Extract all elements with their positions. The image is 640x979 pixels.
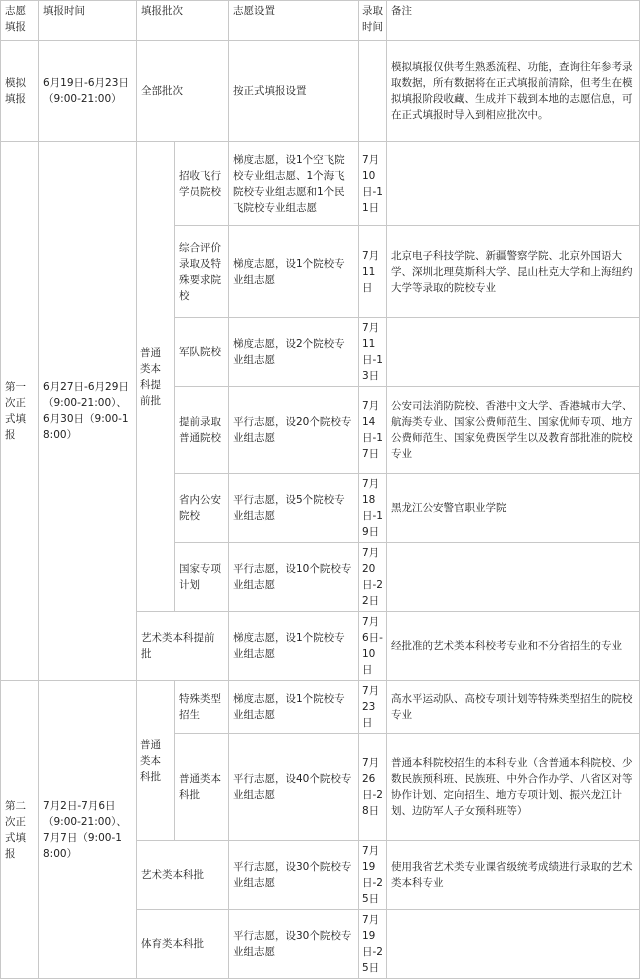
time-first: 6月27日-6月29日（9:00-21:00）、6月30日（9:00-18:00） [39, 142, 137, 681]
setting: 平行志愿，设5个院校专业组志愿 [229, 474, 359, 543]
note [387, 318, 640, 387]
subbatch: 省内公安院校 [175, 474, 229, 543]
stage-first: 第一次正式填报 [1, 142, 39, 681]
admission-mock [359, 41, 387, 142]
setting: 平行志愿，设30个院校专业组志愿 [229, 841, 359, 910]
admission-time: 7月19日-25日 [359, 910, 387, 979]
setting: 梯度志愿，设1个院校专业组志愿 [229, 226, 359, 318]
stage-mock: 模拟填报 [1, 41, 39, 142]
setting: 梯度志愿，设1个院校专业组志愿 [229, 681, 359, 734]
note: 高水平运动队、高校专项计划等特殊类型招生的院校专业 [387, 681, 640, 734]
header-setting: 志愿设置 [229, 1, 359, 41]
admission-time: 7月6日-10日 [359, 612, 387, 681]
note: 普通本科院校招生的本科专业（含普通本科院校、少数民族预科班、民族班、中外合作办学、八省区对等协作计划、定向招生、地方专项计划、振兴龙江计划、边防军人子女预科班等） [387, 734, 640, 841]
subbatch: 综合评价录取及特殊要求院校 [175, 226, 229, 318]
table-row [1, 681, 640, 734]
group-second: 普通类本科批 [137, 681, 175, 841]
header-time: 填报时间 [39, 1, 137, 41]
subbatch: 特殊类型招生 [175, 681, 229, 734]
subbatch: 国家专项计划 [175, 543, 229, 612]
table-header-row [1, 1, 640, 41]
note-mock: 模拟填报仅供考生熟悉流程、功能，查询往年参考录取数据，所有数据将在正式填报前清除，但考生在模拟填报阶段收藏、生成并下载到本地的志愿信息，可在正式填报时导入到相应批次中。 [387, 41, 640, 142]
batch-mock: 全部批次 [137, 41, 229, 142]
batch-art: 艺术类本科批 [137, 841, 229, 910]
subbatch: 军队院校 [175, 318, 229, 387]
admission-time: 7月26日-28日 [359, 734, 387, 841]
group-first: 普通类本科提前批 [137, 142, 175, 612]
admission-time: 7月23日 [359, 681, 387, 734]
note [387, 543, 640, 612]
setting-mock: 按正式填报设置 [229, 41, 359, 142]
subbatch: 普通类本科批 [175, 734, 229, 841]
table-row [1, 142, 640, 226]
time-mock: 6月19日-6月23日（9:00-21:00） [39, 41, 137, 142]
note: 北京电子科技学院、新疆警察学院、北京外国语大学、深圳北理莫斯科大学、昆山杜克大学和上海纽约大学等录取的院校专业 [387, 226, 640, 318]
setting: 平行志愿，设30个院校专业组志愿 [229, 910, 359, 979]
admission-time: 7月11日-13日 [359, 318, 387, 387]
setting: 平行志愿，设10个院校专业组志愿 [229, 543, 359, 612]
subbatch: 招收飞行学员院校 [175, 142, 229, 226]
note: 公安司法消防院校、香港中文大学、香港城市大学、航海类专业、国家公费师范生、国家优师专项、地方公费师范生、国家免费医学生以及教育部批准的院校专业 [387, 387, 640, 474]
stage-second: 第二次正式填报 [1, 681, 39, 979]
admission-time: 7月19日-25日 [359, 841, 387, 910]
batch-art-advance: 艺术类本科提前批 [137, 612, 229, 681]
setting: 平行志愿，设20个院校专业组志愿 [229, 387, 359, 474]
batch-pe: 体育类本科批 [137, 910, 229, 979]
note: 经批准的艺术类本科校考专业和不分省招生的专业 [387, 612, 640, 681]
setting: 平行志愿，设40个院校专业组志愿 [229, 734, 359, 841]
note [387, 910, 640, 979]
admission-time: 7月20日-22日 [359, 543, 387, 612]
admission-time: 7月11日 [359, 226, 387, 318]
note [387, 142, 640, 226]
header-note: 备注 [387, 1, 640, 41]
setting: 梯度志愿，设1个空飞院校专业组志愿、1个海飞院校专业组志愿和1个民飞院校专业组志愿 [229, 142, 359, 226]
header-admission-time: 录取时间 [359, 1, 387, 41]
table-row-mock [1, 41, 640, 142]
header-batch: 填报批次 [137, 1, 229, 41]
header-stage: 志愿填报 [1, 1, 39, 41]
setting: 梯度志愿，设1个院校专业组志愿 [229, 612, 359, 681]
admission-time: 7月18日-19日 [359, 474, 387, 543]
note: 使用我省艺术类专业课省级统考成绩进行录取的艺术类本科专业 [387, 841, 640, 910]
subbatch: 提前录取普通院校 [175, 387, 229, 474]
time-second: 7月2日-7月6日（9:00-21:00）、7月7日（9:00-18:00） [39, 681, 137, 979]
setting: 梯度志愿，设2个院校专业组志愿 [229, 318, 359, 387]
admission-time: 7月10日-11日 [359, 142, 387, 226]
admission-time: 7月14日-17日 [359, 387, 387, 474]
note: 黑龙江公安警官职业学院 [387, 474, 640, 543]
